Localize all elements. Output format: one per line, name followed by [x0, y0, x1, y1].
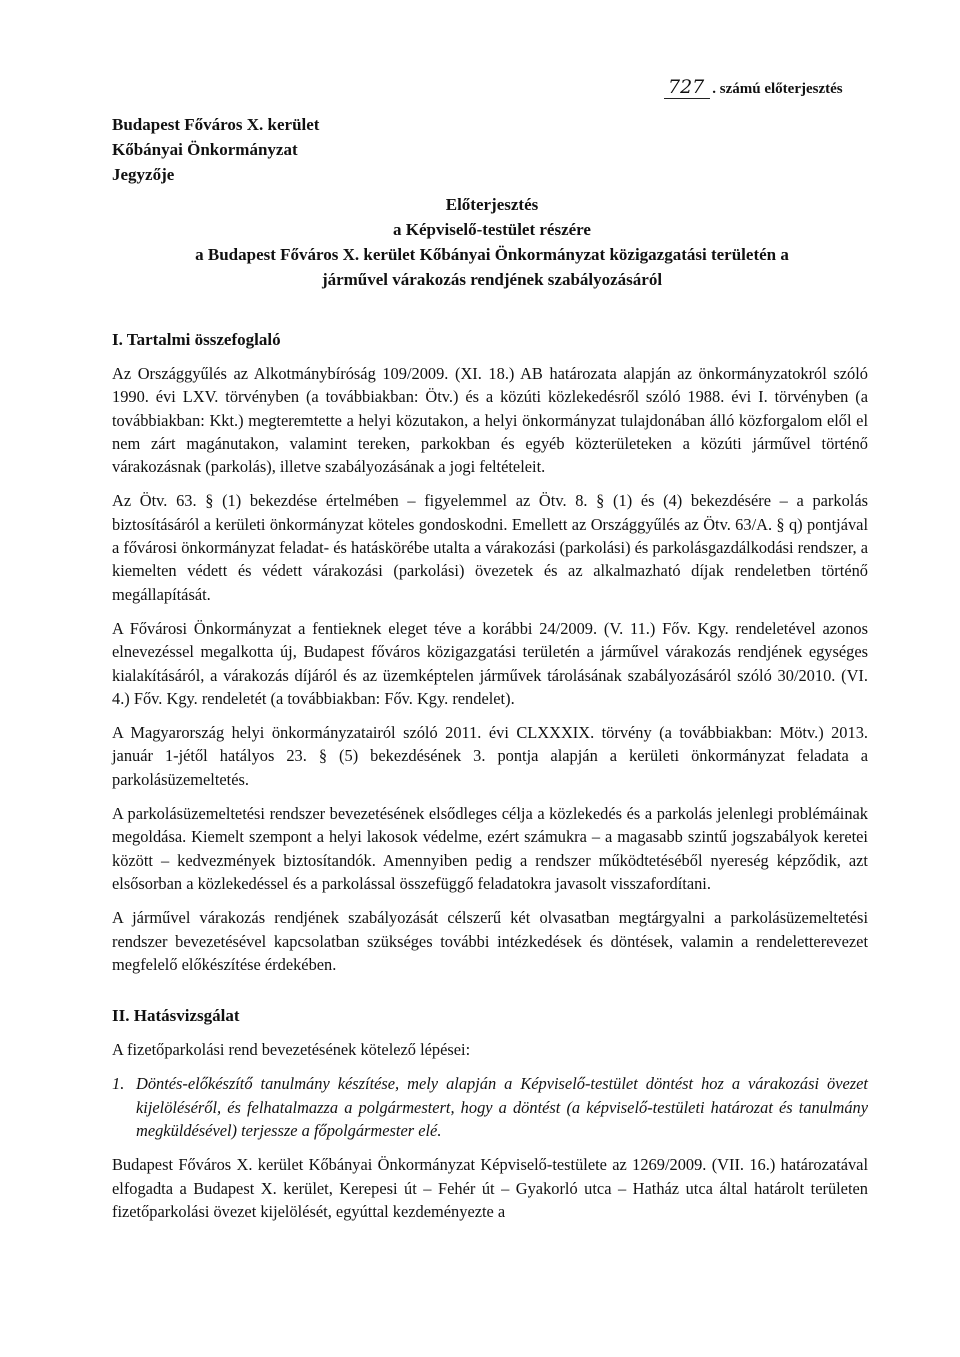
handwritten-number: 727	[664, 76, 710, 99]
title-line-2: a Képviselő-testület részére	[393, 220, 591, 239]
paragraph: Budapest Főváros X. kerület Kőbányai Önkormányzat Képviselő-testülete az 1269/2009. (VII. 16.) határozatával elfogadta a Budapest X. kerület, Kerepesi út – Fehér út – Gyakorló utca – Hatház utca által határolt területen fizetőparkolási övezet kijelölését, egyúttal kezdeményezte a	[112, 1155, 868, 1221]
document-title	[112, 192, 872, 292]
issuing-office	[112, 112, 319, 187]
office-line-1: Budapest Főváros X. kerület	[112, 115, 320, 134]
section-1-heading: I. Tartalmi összefoglaló	[112, 330, 281, 349]
title-line-4: járművel várakozás rendjének szabályozásáról	[321, 270, 663, 289]
paragraph: A járművel várakozás rendjének szabályozását célszerű két olvasatban megtárgyalni a parkolásüzemeltetési rendszer bevezetésével kapcsolatban szükséges további intézkedések és döntések, valamin a rendeletterevezet megfelelő előkészítése érdekében.	[112, 908, 868, 974]
title-line-1: Előterjesztés	[445, 195, 539, 214]
paragraph: A Fővárosi Önkormányzat a fentieknek eleget téve a korábbi 24/2009. (V. 11.) Főv. Kgy. rendeletével azonos elnevezéssel megalkotta új, Budapest főváros közigazgatási területén a járművel várakozás rendjének egységes kialakításáról, a várakozás díjáról és az üzemképtelen járművek tárolásának szabályozásáról szóló 30/2010. (VI. 4.) Főv. Kgy. rendeletét (a továbbiakban: Főv. Kgy. rendelet).	[112, 618, 868, 708]
office-line-2: Kőbányai Önkormányzat	[112, 140, 298, 159]
document-body	[112, 328, 868, 1234]
list-item	[112, 1072, 868, 1142]
paragraph: A parkolásüzemeltetési rendszer bevezetésének elsődleges célja a közlekedés és a parkolás jelenlegi problémáinak megoldása. Kiemelt szempont a helyi lakosok védelme, ezért számukra – a magasabb szintű jogszabályok keretei között – kedvezmények biztosítandók. Amennyiben pedig a rendszer működtetéséből nyereség képződik, azt elsősorban a közlekedéssel és a parkolással összefüggő feladatokra javasolt visszafordítani.	[112, 804, 868, 893]
title-line-3: a Budapest Főváros X. kerület Kőbányai Önkormányzat közigazgatási területén a	[195, 245, 789, 264]
list-item-number: 1.	[112, 1074, 125, 1094]
document-number-label: . számú előterjesztés	[712, 81, 843, 97]
section-2-heading: II. Hatásvizsgálat	[112, 1006, 240, 1026]
paragraph: Az Ötv. 63. § (1) bekezdése értelmében – figyelemmel az Ötv. 8. § (1) és (4) bekezdésére – a parkolás biztosításáról a kerületi önkormányzat köteles gondoskodni. Emellett az Országgyűlés az Ötv. 63/A. § q) pontjával a fővárosi önkormányzat feladat- és hatáskörébe utalta a várakozási (parkolási) és parkolásgazdálkodási rendszer, a kiemelten védett és védett várakozási (parkolási) övezetek és az alkalmazható díjak rendeletben történő megállapítását.	[112, 491, 868, 604]
document-number	[664, 76, 843, 99]
paragraph: A Magyarország helyi önkormányzatairól szóló 2011. évi CLXXXIX. törvény (a továbbiakban: Mötv.) 2013. január 1-jétől hatályos 23. § (5) bekezdésének 3. pontja alapján a kerületi önkormányzat feladata a parkolásüzemeltetés.	[112, 723, 868, 789]
paragraph: Az Országgyűlés az Alkotmánybíróság 109/2009. (XI. 18.) AB határozata alapján az önkormányzatokról szóló 1990. évi LXV. törvényben (a továbbiakban: Ötv.) és a közúti közlekedésről szóló 1988. évi I. törvényben (a továbbiakban: Kkt.) megteremtette a helyi közutakon, a helyi önkormányzat tulajdonában álló közforgalom elől el nem zárt magánutakon, valamint tereken, parkokban és egyéb közterületeken a közúti járművel történő várakozásnak (parkolás), illetve szabályozásának a jogi feltételeit.	[112, 364, 868, 477]
section-2-intro: A fizetőparkolási rend bevezetésének kötelező lépései:	[112, 1040, 471, 1060]
list-item-text: Döntés-előkészítő tanulmány készítése, mely alapján a Képviselő-testület döntést hoz a várakozási övezet kijelöléséről, és felhatalmazza a polgármestert, hogy a döntést (a képviselő-testületi határozat és tanulmány megküldésével) terjessze a főpolgármester elé.	[136, 1074, 868, 1141]
office-line-3: Jegyzője	[112, 165, 175, 184]
